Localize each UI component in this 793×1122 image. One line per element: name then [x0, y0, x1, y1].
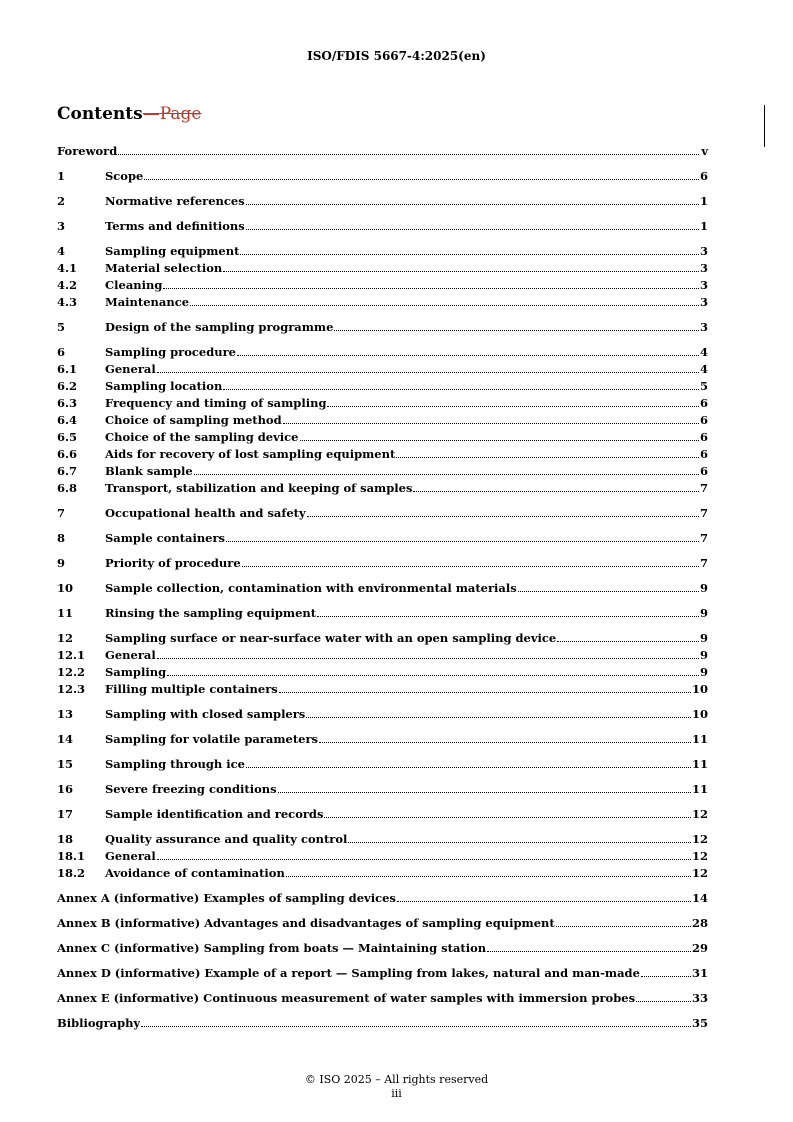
toc-entry[interactable] — [57, 664, 708, 681]
toc-entry-title: General — [105, 648, 156, 662]
toc-dot-leader — [317, 615, 699, 617]
toc-entry-page: 33 — [691, 991, 708, 1005]
toc-entry-page: 10 — [691, 707, 708, 721]
toc-entry[interactable] — [57, 915, 708, 932]
toc-entry-number: 9 — [57, 556, 66, 570]
toc-entry-number: 12 — [57, 631, 74, 645]
toc-entry-number: 6.4 — [57, 413, 78, 427]
toc-dot-leader — [118, 153, 699, 155]
toc-dot-leader — [157, 657, 699, 659]
toc-entry-title: Priority of procedure — [105, 556, 241, 570]
toc-dot-leader — [246, 228, 699, 230]
toc-entry[interactable] — [57, 555, 708, 572]
toc-dot-leader — [306, 716, 691, 718]
toc-entry-title: Rinsing the sampling equipment — [105, 606, 317, 620]
toc-entry-number: 6.2 — [57, 379, 78, 393]
toc-entry-page: 3 — [699, 320, 708, 334]
toc-entry[interactable] — [57, 260, 708, 277]
toc-entry-page: 12 — [691, 832, 708, 846]
toc-dot-leader — [324, 816, 691, 818]
toc-dot-leader — [348, 841, 691, 843]
toc-entry-page: 6 — [699, 169, 708, 183]
toc-dot-leader — [279, 691, 691, 693]
toc-dot-leader — [286, 875, 691, 877]
toc-entry-page: 14 — [691, 891, 708, 905]
toc-entry-number: 18 — [57, 832, 74, 846]
toc-dot-leader — [157, 371, 699, 373]
toc-entry-page: 6 — [699, 464, 708, 478]
toc-entry-page: 4 — [699, 362, 708, 376]
toc-entry[interactable] — [57, 277, 708, 294]
toc-entry-title: Avoidance of contamination — [105, 866, 285, 880]
table-of-contents — [57, 143, 708, 1032]
toc-dot-leader — [167, 674, 699, 676]
toc-dot-leader — [556, 925, 691, 927]
toc-entry-page: 7 — [699, 481, 708, 495]
toc-dot-leader — [163, 287, 699, 289]
toc-entry-page: 7 — [699, 506, 708, 520]
toc-entry-title: Sample identification and records — [105, 807, 324, 821]
toc-entry-number: 8 — [57, 531, 66, 545]
toc-entry-number: 15 — [57, 757, 74, 771]
toc-entry-page: 11 — [691, 782, 708, 796]
toc-entry-title: Occupational health and safety — [105, 506, 306, 520]
toc-entry-page: 1 — [699, 194, 708, 208]
toc-entry-title: Annex A (informative) Examples of sampling devices — [57, 891, 396, 905]
toc-entry[interactable] — [57, 965, 708, 982]
toc-entry-title: Frequency and timing of sampling — [105, 396, 327, 410]
toc-entry-page: 5 — [699, 379, 708, 393]
toc-entry-page: 3 — [699, 278, 708, 292]
toc-entry-page: 9 — [699, 631, 708, 645]
toc-entry[interactable] — [57, 243, 708, 260]
toc-entry[interactable] — [57, 580, 708, 597]
toc-dot-leader — [226, 540, 699, 542]
toc-entry[interactable] — [57, 505, 708, 522]
toc-entry-number: 12.1 — [57, 648, 86, 662]
toc-dot-leader — [397, 900, 691, 902]
toc-dot-leader — [240, 253, 699, 255]
toc-dot-leader — [246, 766, 691, 768]
toc-entry[interactable] — [57, 806, 708, 823]
page-number: iii — [391, 1087, 402, 1100]
toc-entry-page: 6 — [699, 447, 708, 461]
toc-entry-number: 6.6 — [57, 447, 78, 461]
toc-dot-leader — [157, 858, 691, 860]
toc-dot-leader — [307, 515, 699, 517]
toc-entry[interactable] — [57, 890, 708, 907]
toc-entry[interactable] — [57, 605, 708, 622]
toc-entry[interactable] — [57, 218, 708, 235]
toc-entry-title: Aids for recovery of lost sampling equipment — [105, 447, 396, 461]
toc-entry[interactable] — [57, 630, 708, 647]
toc-dot-leader — [327, 405, 699, 407]
toc-entry[interactable] — [57, 378, 708, 395]
toc-dot-leader — [223, 270, 699, 272]
toc-dot-leader — [636, 1000, 691, 1002]
toc-entry-number: 10 — [57, 581, 74, 595]
toc-entry-title: Material selection — [105, 261, 223, 275]
toc-entry-title: Foreword — [57, 144, 118, 158]
toc-entry-page: v — [701, 144, 708, 158]
toc-entry[interactable] — [57, 344, 708, 361]
toc-entry[interactable] — [57, 706, 708, 723]
toc-entry-title: Sampling for volatile parameters — [105, 732, 318, 746]
toc-entry-number: 17 — [57, 807, 74, 821]
toc-entry[interactable] — [57, 412, 708, 429]
toc-entry-title: Sampling — [105, 665, 167, 679]
toc-entry-page: 6 — [699, 413, 708, 427]
toc-dot-leader — [396, 456, 699, 458]
toc-entry-number: 4.3 — [57, 295, 78, 309]
toc-entry[interactable] — [57, 143, 708, 160]
toc-dot-leader — [194, 473, 699, 475]
toc-dot-leader — [557, 640, 699, 642]
toc-entry[interactable] — [57, 1015, 708, 1032]
toc-entry-page: 35 — [691, 1016, 708, 1030]
toc-entry-number: 6 — [57, 345, 66, 359]
toc-entry-page: 3 — [699, 295, 708, 309]
toc-entry-number: 12.3 — [57, 682, 86, 696]
toc-entry-title: Maintenance — [105, 295, 190, 309]
toc-entry-page: 12 — [691, 807, 708, 821]
toc-entry-page: 7 — [699, 556, 708, 570]
toc-dot-leader — [141, 1025, 691, 1027]
toc-entry-number: 18.1 — [57, 849, 86, 863]
toc-entry[interactable] — [57, 731, 708, 748]
toc-entry-title: Bibliography — [57, 1016, 141, 1030]
toc-entry-title: Terms and definitions — [105, 219, 245, 233]
toc-entry[interactable] — [57, 781, 708, 798]
toc-entry-number: 4.1 — [57, 261, 78, 275]
toc-dot-leader — [246, 203, 699, 205]
toc-entry[interactable] — [57, 530, 708, 547]
toc-entry-title: Design of the sampling programme — [105, 320, 334, 334]
toc-dot-leader — [413, 490, 699, 492]
toc-entry[interactable] — [57, 168, 708, 185]
toc-entry-page: 9 — [699, 581, 708, 595]
toc-entry-page: 3 — [699, 244, 708, 258]
document-header: ISO/FDIS 5667-4:2025(en) — [307, 49, 486, 63]
contents-title: Contents — [57, 104, 143, 124]
toc-entry[interactable] — [57, 647, 708, 664]
toc-entry-number: 6.7 — [57, 464, 78, 478]
toc-entry-title: Filling multiple containers — [105, 682, 278, 696]
toc-entry-page: 6 — [699, 430, 708, 444]
toc-entry[interactable] — [57, 395, 708, 412]
toc-entry-page: 3 — [699, 261, 708, 275]
toc-entry[interactable] — [57, 446, 708, 463]
toc-entry-number: 13 — [57, 707, 74, 721]
toc-entry-page: 28 — [691, 916, 708, 930]
toc-entry[interactable] — [57, 193, 708, 210]
toc-entry-number: 4.2 — [57, 278, 78, 292]
toc-entry-title: General — [105, 849, 156, 863]
toc-entry-page: 4 — [699, 345, 708, 359]
toc-entry-number: 5 — [57, 320, 66, 334]
toc-entry-title: Sampling equipment — [105, 244, 240, 258]
page-footer — [0, 1073, 793, 1101]
toc-dot-leader — [334, 329, 699, 331]
toc-entry-page: 11 — [691, 732, 708, 746]
toc-entry-title: Normative references — [105, 194, 245, 208]
toc-dot-leader — [518, 590, 699, 592]
toc-entry-title: Cleaning — [105, 278, 163, 292]
toc-entry-number: 4 — [57, 244, 66, 258]
toc-entry-title: Blank sample — [105, 464, 193, 478]
toc-entry[interactable] — [57, 848, 708, 865]
toc-entry-title: Sampling procedure — [105, 345, 236, 359]
toc-entry[interactable] — [57, 831, 708, 848]
toc-entry-title: Sampling surface or near-surface water with an open sampling device — [105, 631, 557, 645]
toc-entry-number: 3 — [57, 219, 66, 233]
toc-entry[interactable] — [57, 990, 708, 1007]
toc-dot-leader — [190, 304, 699, 306]
toc-entry-title: Scope — [105, 169, 144, 183]
toc-entry[interactable] — [57, 429, 708, 446]
toc-dot-leader — [242, 565, 699, 567]
toc-entry-number: 6.8 — [57, 481, 78, 495]
toc-dot-leader — [278, 791, 691, 793]
toc-dot-leader — [223, 388, 699, 390]
toc-dot-leader — [144, 178, 699, 180]
toc-dot-leader — [641, 975, 691, 977]
toc-entry-page: 12 — [691, 866, 708, 880]
toc-entry-number: 7 — [57, 506, 66, 520]
toc-entry-page: 7 — [699, 531, 708, 545]
copyright-notice: © ISO 2025 – All rights reserved — [304, 1073, 489, 1086]
toc-entry-number: 18.2 — [57, 866, 86, 880]
toc-entry-page: 6 — [699, 396, 708, 410]
toc-dot-leader — [237, 354, 699, 356]
toc-entry-title: Choice of sampling method — [105, 413, 282, 427]
toc-entry[interactable] — [57, 294, 708, 311]
toc-entry-title: Quality assurance and quality control — [105, 832, 348, 846]
toc-entry-title: Sampling location — [105, 379, 223, 393]
toc-dot-leader — [300, 439, 699, 441]
toc-entry-number: 6.3 — [57, 396, 78, 410]
toc-dot-leader — [487, 950, 691, 952]
toc-entry-page: 9 — [699, 648, 708, 662]
toc-entry-number: 16 — [57, 782, 74, 796]
toc-dot-leader — [283, 422, 699, 424]
change-bar — [764, 105, 765, 147]
toc-entry[interactable] — [57, 480, 708, 497]
toc-entry-page: 9 — [699, 606, 708, 620]
toc-entry[interactable] — [57, 756, 708, 773]
toc-entry-title: Transport, stabilization and keeping of samples — [105, 481, 413, 495]
toc-entry-number: 14 — [57, 732, 74, 746]
toc-entry-number: 11 — [57, 606, 74, 620]
toc-entry[interactable] — [57, 940, 708, 957]
toc-entry[interactable] — [57, 865, 708, 882]
toc-entry-title: Annex B (informative) Advantages and disadvantages of sampling equipment — [57, 916, 555, 930]
toc-entry-title: Sample containers — [105, 531, 226, 545]
toc-entry-title: Sample collection, contamination with environmental materials — [105, 581, 517, 595]
toc-entry-number: 1 — [57, 169, 66, 183]
toc-entry-page: 29 — [691, 941, 708, 955]
toc-entry-number: 6.1 — [57, 362, 78, 376]
toc-entry-number: 2 — [57, 194, 66, 208]
toc-entry-title: Severe freezing conditions — [105, 782, 277, 796]
toc-entry-title: Sampling through ice — [105, 757, 245, 771]
toc-entry-page: 9 — [699, 665, 708, 679]
toc-entry-page: 12 — [691, 849, 708, 863]
struck-page-label: —Page — [142, 104, 202, 124]
toc-entry[interactable] — [57, 463, 708, 480]
toc-entry-number: 6.5 — [57, 430, 78, 444]
toc-entry-title: Sampling with closed samplers — [105, 707, 306, 721]
toc-entry[interactable] — [57, 319, 708, 336]
toc-dot-leader — [319, 741, 691, 743]
toc-entry-title: General — [105, 362, 156, 376]
toc-entry-page: 11 — [691, 757, 708, 771]
toc-entry-number: 12.2 — [57, 665, 86, 679]
toc-entry-title: Annex D (informative) Example of a report — Sampling from lakes, natural and man-made — [57, 966, 640, 980]
toc-entry-page: 10 — [691, 682, 708, 696]
toc-entry-title: Annex C (informative) Sampling from boats — Maintaining station — [57, 941, 487, 955]
toc-entry-page: 31 — [691, 966, 708, 980]
contents-heading — [57, 104, 201, 124]
toc-entry-title: Annex E (informative) Continuous measurement of water samples with immersion probes — [57, 991, 636, 1005]
toc-entry-title: Choice of the sampling device — [105, 430, 299, 444]
toc-entry-page: 1 — [699, 219, 708, 233]
toc-entry[interactable] — [57, 361, 708, 378]
toc-entry[interactable] — [57, 681, 708, 698]
